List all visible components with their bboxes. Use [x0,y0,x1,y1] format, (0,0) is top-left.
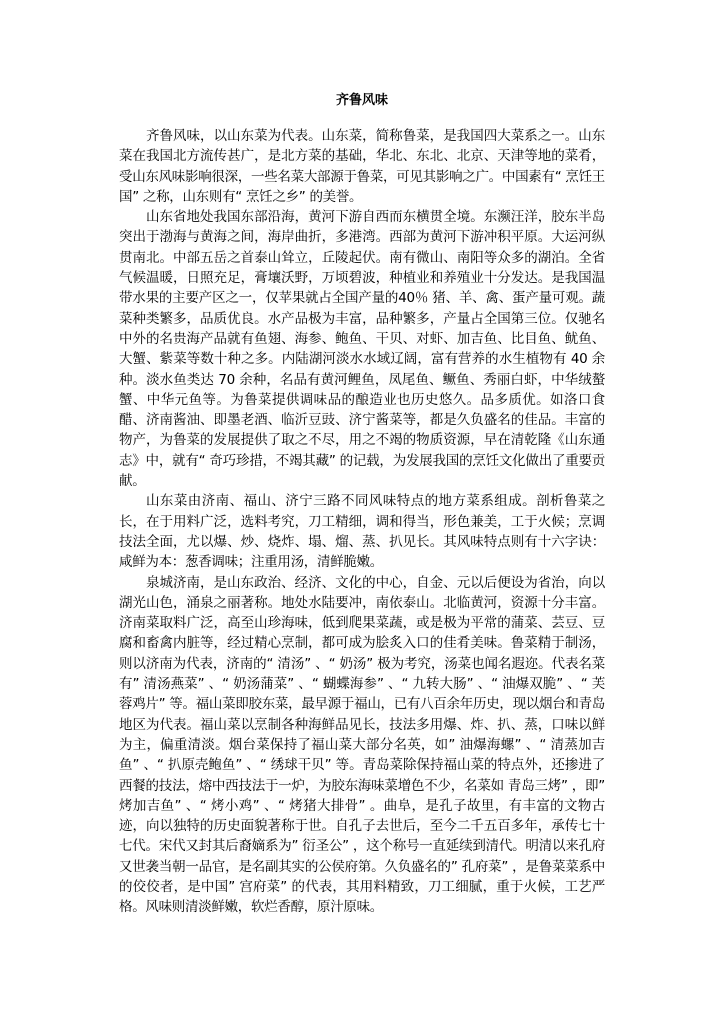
paragraph-geography: 山东省地处我国东部沿海，黄河下游自西而东横贯全境。东濒汪洋，胶东半岛突出于渤海与黄海之间，海岸曲折，多港湾。西部为黄河下游冲积平原。大运河纵贯南北。中部五岳之首泰山耸立，丘陵起伏。南有微山、南阳等众多的湖泊。全省气候温暖，日照充足，膏壤沃野，万顷碧波，种植业和养殖业十分发达。是我国温带水果的主要产区之一，仅苹果就占全国产量的40％ 猪、羊、禽、蛋产量可观。蔬菜种类繁多，品质优良。水产品极为丰富，品种繁多，产量占全国第三位。仅驰名中外的名贵海产品就有鱼翅、海参、鲍鱼、干贝、对虾、加吉鱼、比目鱼、鱿鱼、大蟹、紫菜等数十种之多。内陆湖河淡水水域辽阔，富有营养的水生植物有 40 余种。淡水鱼类达 70 余种，名品有黄河鲤鱼，凤尾鱼、鳜鱼、秀丽白虾，中华绒螯蟹、中华元鱼等。为鲁菜提供调味品的酿造业也历史悠久。品多质优。如洛口食醋、济南酱油、即墨老酒、临沂豆豉、济宁酱菜等，都是久负盛名的佳品。丰富的物产，为鲁菜的发展提供了取之不尽，用之不竭的物质资源，早在清乾隆《山东通志》中，就有“ 奇巧珍措，不竭其藏” 的记载，为发展我国的烹饪文化做出了重要贡献。 [119,209,605,490]
document-page [119,92,605,918]
paragraph-intro: 齐鲁风味，以山东菜为代表。山东菜，简称鲁菜，是我国四大菜系之一。山东菜在我国北方流传甚广，是北方菜的基础，华北、东北、北京、天津等地的菜肴，受山东风味影响很深，一些名菜大部源于鲁菜，可见其影响之广。中国素有“ 烹饪王国” 之称，山东则有“ 烹饪之乡” 的美誉。 [119,128,605,205]
paragraph-characteristics: 山东菜由济南、福山、济宁三路不同风味特点的地方菜系组成。剖析鲁菜之长，在于用料广泛，选料考究，刀工精细，调和得当，形色兼美，工于火候；烹调技法全面，尤以爆、炒、烧炸、塌、熘、蒸、扒见长。其风味特点则有十六字诀：咸鲜为本：葱香调味；注重用汤，清鲜脆嫩。 [119,493,605,571]
paragraph-regional-styles: 泉城济南，是山东政治、经济、文化的中心，自金、元以后便设为省治，向以湖光山色，涌泉之丽著称。地处水陆要冲，南依泰山。北临黄河，资源十分丰富。济南菜取料广泛，高至山珍海味，低到爬果菜蔬，或是极为平常的蒲菜、芸豆、豆腐和畜禽内脏等，经过精心烹制，都可成为脍炙入口的佳肴美味。鲁菜精于制汤，则以济南为代表，济南的“ 清汤” 、“ 奶汤” 极为考究，汤菜也闻名遐迩。代表名菜有” 清汤燕菜” 、“ 奶汤蒲菜” 、“ 蝴蝶海参” 、“ 九转大肠” 、“ 油爆双脆” 、“ 芙蓉鸡片” 等。福山菜即胶东菜，最早源于福山，已有八百余年历史，现以烟台和青岛地区为代表。福山菜以烹制各种海鲜品见长，技法多用爆、炸、扒、蒸，口味以鲜为主，偏重清淡。烟台菜保持了福山菜大部分名英，如” 油爆海螺” 、“ 清蒸加吉鱼” 、“ 扒原壳鲍鱼” 、“ 绣球干贝” 等。青岛菜除保持福山菜的特点外，还掺进了西餐的技法，熔中西技法于一炉，为胶东海味菜增色不少，名菜如 青岛三烤” ，即” 烤加吉鱼” 、“ 烤小鸡” 、“ 烤猪大排骨” 。曲阜，是孔子故里，有丰富的文物古迹，向以独特的历史面貌著称于世。自孔子去世后，至今二千五百多年，承传七十七代。宋代又封其后裔嫡系为” 衍圣公” ，这个称号一直延续到清代。明清以来孔府又世袭当朝一品官，是名副其实的公侯府第。久负盛名的” 孔府菜” ，是鲁菜菜系中的佼佼者，是中国” 宫府菜” 的代表，其用料精致，刀工细腻，重于火候，工艺严格。风味则清淡鲜嫩，软烂香醇，原汁原味。 [119,574,605,916]
document-title: 齐鲁风味 [335,93,388,108]
